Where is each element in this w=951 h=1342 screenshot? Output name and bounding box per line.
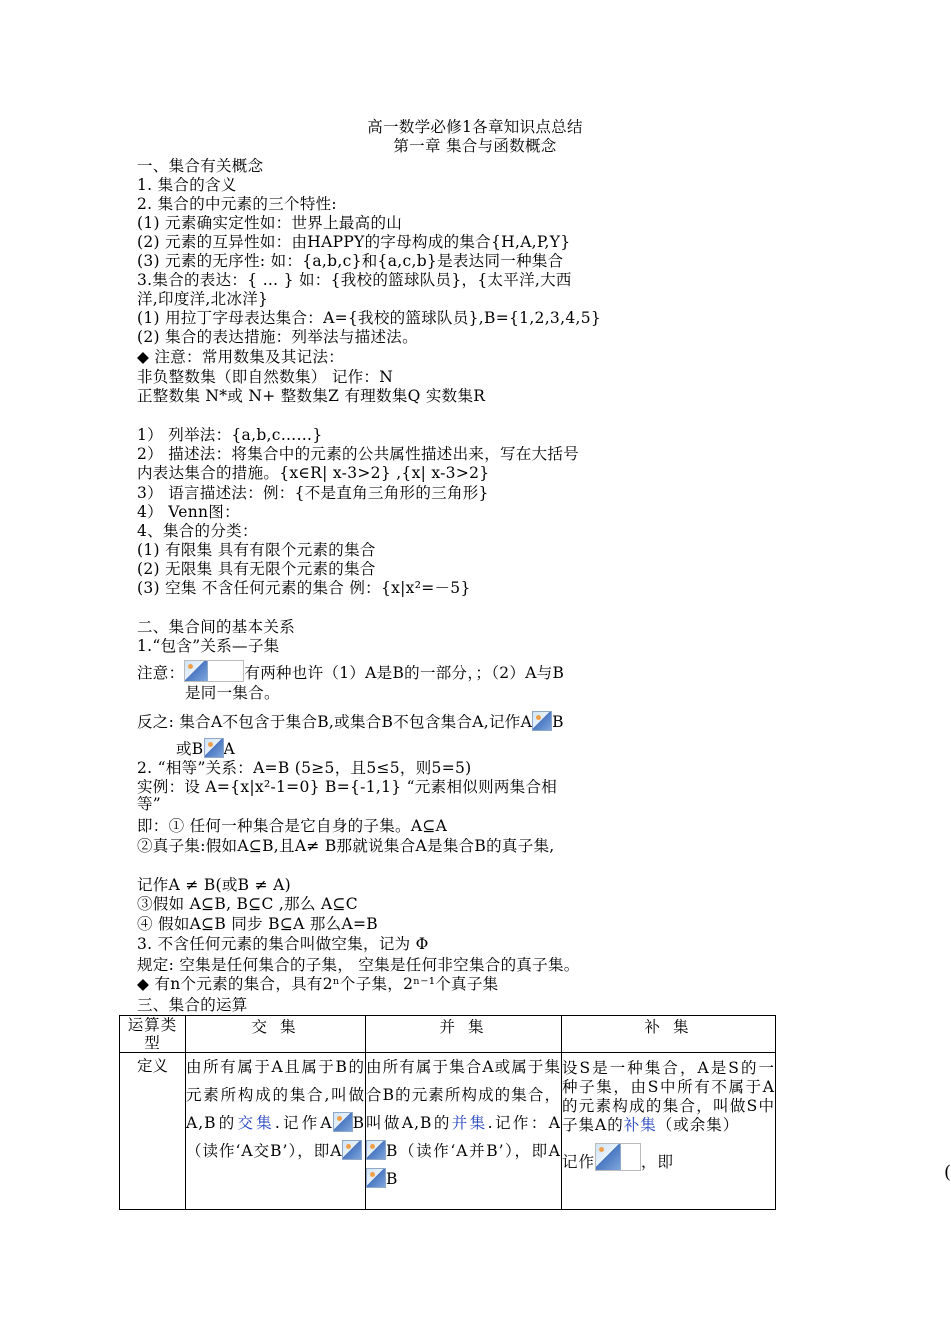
- text-line: 1. 集合的含义: [137, 176, 237, 194]
- set-operations-table: [119, 1015, 776, 1210]
- text-line: (1) 有限集 具有有限个元素的集合: [137, 541, 376, 559]
- text-line: [137, 711, 564, 732]
- table-header-row: [120, 1016, 776, 1053]
- text-span: B（读作‘A并B’），即A: [386, 1142, 561, 1160]
- complement-term: 补集: [623, 1116, 657, 1134]
- text-line: [176, 738, 235, 759]
- text-line: (1) 元素确实定性如：世界上最高的山: [137, 214, 403, 232]
- text-line: 2. “相等”关系：A=B (5≥5，且5≤5，则5=5): [137, 759, 472, 777]
- text-line: (2) 集合的表达措施：列举法与描述法。: [137, 328, 418, 346]
- text-span: （或余集）: [656, 1116, 740, 1134]
- text-line: 实例：设 A={x|x²-1=0} B={-1,1} “元素相似则两集合相: [137, 778, 558, 796]
- text-span: B: [386, 1170, 399, 1188]
- text-line: (1) 用拉丁字母表达集合：A={我校的篮球队员},B={1,2,3,4,5}: [137, 309, 602, 327]
- complement-definition-cell: [562, 1053, 776, 1210]
- row-label-definition: 定义: [120, 1053, 186, 1210]
- chapter-title: 第一章 集合与函数概念: [393, 137, 557, 155]
- missing-image-icon: [184, 660, 244, 682]
- section-heading: 三、集合的运算: [137, 996, 248, 1014]
- text-line: (3) 空集 不含任何元素的集合 例：{x|x²=－5}: [137, 579, 471, 597]
- union-definition-cell: [366, 1053, 562, 1210]
- text-line: 是同一集合。: [185, 684, 280, 702]
- header-cell-union: 并 集: [366, 1016, 562, 1053]
- header-cell-type: 运算类型: [120, 1016, 186, 1053]
- text-span: 记作: [562, 1153, 596, 1171]
- text-line: 非负整数集（即自然数集） 记作：N: [137, 368, 394, 386]
- text-line: [137, 660, 564, 683]
- missing-image-icon: [366, 1168, 386, 1188]
- missing-image-icon: [532, 711, 552, 731]
- missing-image-icon: [595, 1143, 641, 1171]
- text-line: ④ 假如A⊆B 同步 B⊆A 那么A=B: [137, 915, 378, 933]
- note-prefix: 注意：: [137, 664, 185, 682]
- missing-image-icon: [204, 738, 224, 758]
- text-line: 3.集合的表达：{ … } 如：{我校的篮球队员}，{太平洋,大西: [137, 271, 572, 289]
- text-line: 内表达集合的措施。{x∈R| x-3>2} ,{x| x-3>2}: [137, 464, 490, 482]
- text-line: (3) 元素的无序性: 如：{a,b,c}和{a,c,b}是表达同一种集合: [137, 252, 564, 270]
- header-cell-intersection: 交 集: [186, 1016, 366, 1053]
- text-line: ◆ 有n个元素的集合，具有2ⁿ个子集，2ⁿ⁻¹个真子集: [137, 975, 499, 993]
- section-heading: 一、集合有关概念: [137, 157, 264, 175]
- intersection-definition-cell: [186, 1053, 366, 1210]
- text-line: ◆ 注意：常用数集及其记法：: [137, 348, 345, 366]
- intersection-term: 交集: [237, 1114, 275, 1132]
- table-row: [120, 1053, 776, 1210]
- text-span: 由所有属于A且属于B的元素所构成的集合,叫做A,B的: [186, 1058, 365, 1132]
- text-line: 洋,印度洋,北冰洋}: [137, 290, 269, 308]
- text-line: ③假如 A⊆B, B⊆C ,那么 A⊆C: [137, 895, 358, 913]
- text-span: B（读作‘A交B’），即A: [186, 1114, 365, 1160]
- text-span: 反之: 集合A不包含于集合B,或集合B不包含集合A,记作A: [137, 713, 533, 731]
- header-cell-complement: 补 集: [562, 1016, 776, 1053]
- text-line: 即：① 任何一种集合是它自身的子集。A⊆A: [137, 817, 448, 835]
- text-line: ②真子集:假如A⊆B,且A≠ B那就说集合A是集合B的真子集,: [137, 837, 555, 855]
- note-suffix: 有两种也许（1）A是B的一部分，；（2）A与B: [244, 664, 565, 682]
- text-span: 设S是一种集合，A是S的一种子集，由S中所有不属于A的元素构成的集合，叫做S中子集A的: [562, 1059, 775, 1134]
- complement-notation: [562, 1143, 674, 1172]
- text-span: B: [552, 713, 564, 731]
- text-span: 或B: [176, 740, 204, 758]
- text-line: 正整数集 N*或 N+ 整数集Z 有理数集Q 实数集R: [137, 387, 486, 405]
- text-line: (2) 元素的互异性如：由HAPPY的字母构成的集合{H,A,P,Y}: [137, 233, 571, 251]
- text-line: 3） 语言描述法：例：{不是直角三角形的三角形}: [137, 484, 489, 502]
- text-line: 规定: 空集是任何集合的子集， 空集是任何非空集合的真子集。: [137, 956, 580, 974]
- missing-image-icon: [366, 1140, 386, 1160]
- text-line: 2. 集合的中元素的三个特性:: [137, 195, 337, 213]
- missing-image-icon: [333, 1112, 353, 1132]
- document-title: 高一数学必修1各章知识点总结: [367, 118, 583, 136]
- text-span: ，即: [641, 1153, 675, 1171]
- missing-image-icon: [342, 1140, 362, 1160]
- text-line: (2) 无限集 具有无限个元素的集合: [137, 560, 376, 578]
- section-heading: 二、集合间的基本关系: [137, 618, 296, 636]
- union-term: 并集: [451, 1114, 488, 1132]
- text-line: 等”: [137, 795, 162, 813]
- text-line: 1.“包含”关系—子集: [137, 637, 280, 655]
- text-span: .记作：A: [487, 1114, 561, 1132]
- text-line: 4） Venn图：: [137, 503, 240, 521]
- text-span: A: [223, 740, 235, 758]
- text-line: 4、集合的分类：: [137, 522, 258, 540]
- text-line: 3. 不含任何元素的集合叫做空集，记为 Φ: [137, 935, 429, 953]
- text-span: .记作A: [274, 1114, 333, 1132]
- text-line: 2） 描述法：将集合中的元素的公共属性描述出来，写在大括号: [137, 445, 579, 463]
- text-span: 由所有属于集合A或属于集合B的元素所构成的集合，叫做A,B的: [366, 1058, 561, 1132]
- text-line: 1） 列举法：{a,b,c……}: [137, 426, 323, 444]
- edge-mark: (: [944, 1162, 951, 1183]
- text-line: 记作A ≠ B(或B ≠ A): [137, 876, 291, 894]
